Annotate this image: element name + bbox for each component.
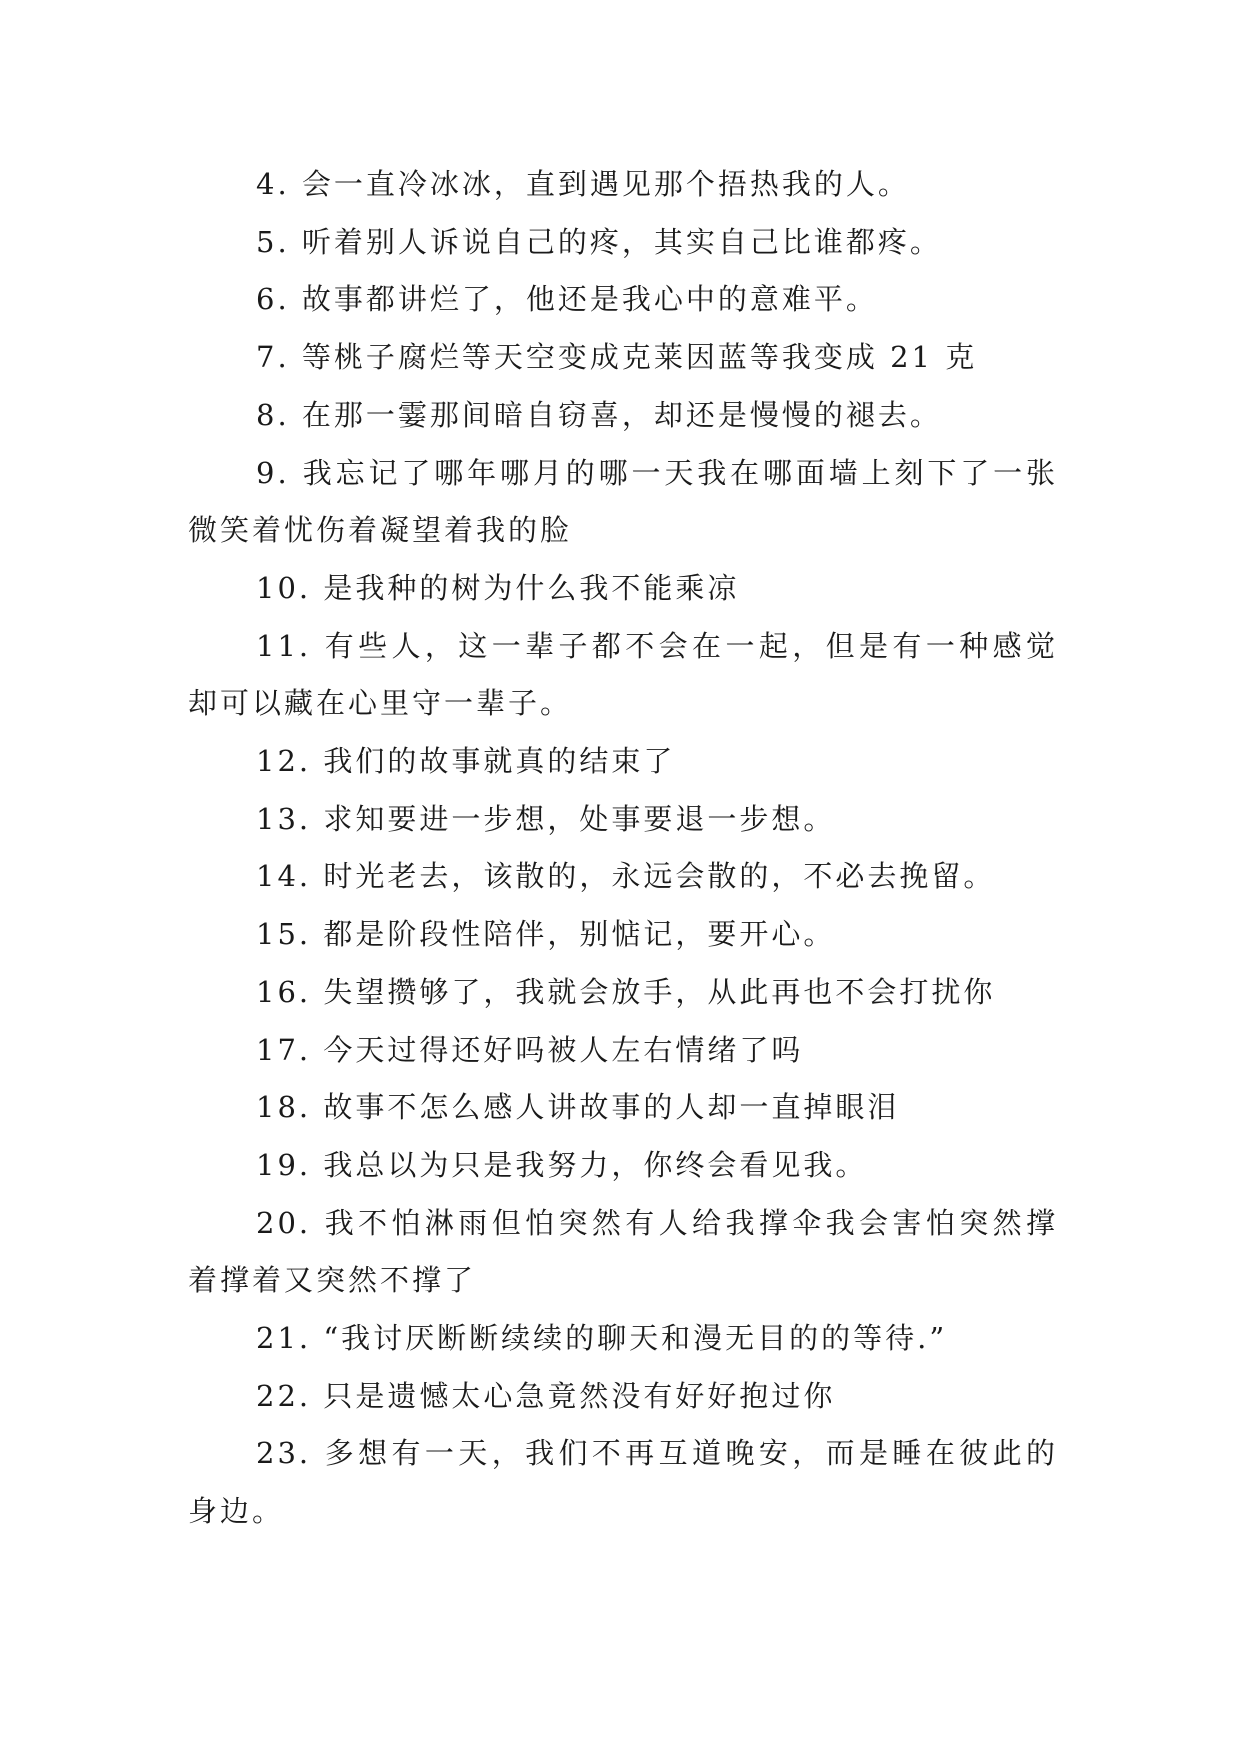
list-item: 22. 只是遗憾太心急竟然没有好好抱过你: [256, 1378, 836, 1413]
list-item: 7. 等桃子腐烂等天空变成克莱因蓝等我变成 21 克: [256, 340, 978, 375]
list-item: 16. 失望攒够了，我就会放手，从此再也不会打扰你: [256, 974, 996, 1009]
list-item: 14. 时光老去，该散的，永远会散的，不必去挽留。: [256, 859, 996, 894]
list-item: 5. 听着别人诉说自己的疼，其实自己比谁都疼。: [256, 224, 942, 259]
list-item: 17. 今天过得还好吗被人左右情绪了吗: [256, 1032, 804, 1067]
list-item: 13. 求知要进一步想，处事要退一步想。: [256, 801, 836, 836]
list-item: 23. 多想有一天，我们不再互道晚安，而是睡在彼此的身边。: [188, 1436, 1058, 1529]
list-item: 21. “我讨厌断断续续的聊天和漫无目的的等待.”: [256, 1321, 948, 1356]
list-item: 6. 故事都讲烂了，他还是我心中的意难平。: [256, 282, 878, 317]
list-item: 9. 我忘记了哪年哪月的哪一天我在哪面墙上刻下了一张微笑着忧伤着凝望着我的脸: [188, 455, 1058, 548]
list-item: 4. 会一直冷冰冰，直到遇见那个捂热我的人。: [256, 167, 910, 201]
list-item: 19. 我总以为只是我努力，你终会看见我。: [256, 1147, 868, 1182]
list-item: 8. 在那一霎那间暗自窃喜，却还是慢慢的褪去。: [256, 397, 942, 432]
list-item: 12. 我们的故事就真的结束了: [256, 744, 676, 779]
quote-list: [188, 156, 1058, 1541]
list-item: 18. 故事不怎么感人讲故事的人却一直掉眼泪: [256, 1090, 900, 1125]
list-item: 15. 都是阶段性陪伴，别惦记，要开心。: [256, 917, 836, 952]
list-item: 10. 是我种的树为什么我不能乘凉: [256, 570, 740, 605]
list-item: 20. 我不怕淋雨但怕突然有人给我撑伞我会害怕突然撑着撑着又突然不撑了: [188, 1205, 1058, 1298]
list-item: 11. 有些人，这一辈子都不会在一起，但是有一种感觉却可以藏在心里守一辈子。: [188, 628, 1058, 721]
